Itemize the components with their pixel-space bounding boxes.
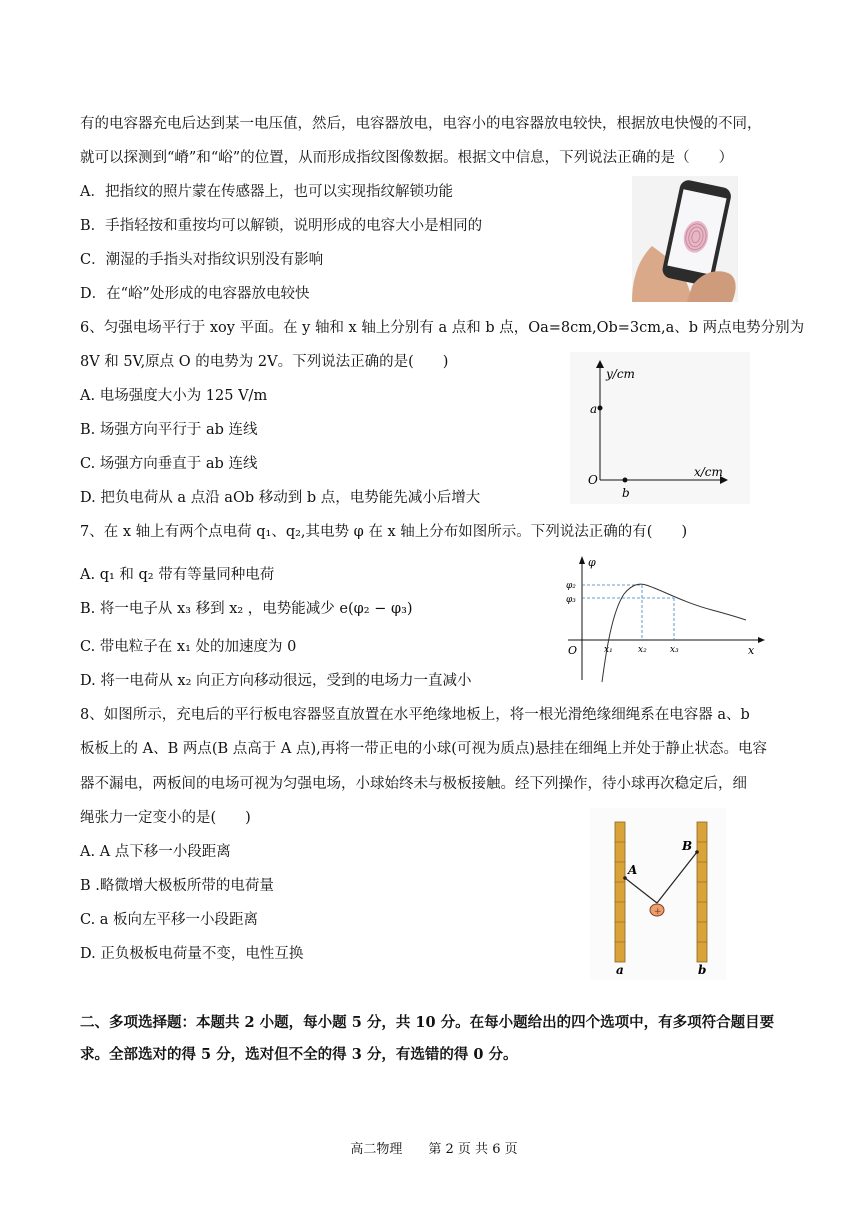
q7-x-axis-label: x (748, 644, 755, 657)
q8-plate-b (697, 822, 707, 962)
q7-potential-graph (562, 552, 772, 686)
q6-point-a (598, 406, 603, 411)
q8-option-d: D. 正负极板电荷量不变，电性互换 (80, 946, 304, 962)
q7-option-c: C. 带电粒子在 x₁ 处的加速度为 0 (80, 639, 297, 655)
q5-option-a: A．把指纹的照片蒙在传感器上，也可以实现指纹解锁功能 (80, 184, 453, 200)
section2-line-2: 求。全部选对的得 5 分，选对但不全的得 3 分，有选错的得 0 分。 (80, 1046, 518, 1063)
q6-point-b-label: b (622, 486, 630, 500)
q5-option-d: D．在“峪”处形成的电容器放电较快 (80, 286, 310, 302)
q8-plate-a (615, 822, 625, 962)
q7-origin-label: O (568, 644, 578, 657)
q7-option-d: D. 将一电荷从 x₂ 向正方向移动很远，受到的电场力一直减小 (80, 673, 472, 689)
q8-option-b: B .略微增大极板所带的电荷量 (80, 878, 274, 894)
q8-option-c: C. a 板向左平移一小段距离 (80, 912, 259, 928)
intro-line-2: 就可以探测到“嵴”和“峪”的位置，从而形成指纹图像数据。根据文中信息，下列说法正确的是（ ） (80, 150, 734, 166)
q7-phi-axis-label: φ (588, 556, 596, 569)
intro-line-1: 有的电容器充电后达到某一电压值，然后，电容器放电，电容小的电容器放电较快，根据放电快慢的不同， (80, 116, 762, 132)
q8-stem-2: 板板上的 A、B 两点(B 点高于 A 点),再将一带正电的小球(可视为质点)悬挂在细绳上并处于静止状态。电容 (80, 741, 768, 757)
q8-capacitor-figure (590, 808, 726, 980)
q7-phi2-label: φ₂ (566, 581, 576, 591)
q5-option-b: B．手指轻按和重按均可以解锁，说明形成的电容大小是相同的 (80, 218, 483, 234)
q5-option-c: C．潮湿的手指头对指纹识别没有影响 (80, 252, 324, 268)
q6-axes-figure (570, 352, 750, 504)
section2-line-1: 二、多项选择题：本题共 2 小题，每小题 5 分，共 10 分。在每小题给出的四个选项中，有多项符合题目要 (80, 1014, 775, 1031)
q7-phi3-label: φ₃ (566, 595, 576, 605)
q7-option-b: B. 将一电子从 x₃ 移到 x₂ ，电势能减少 e(φ₂ − φ₃) (80, 601, 413, 617)
q8-point-A-label: A (628, 863, 638, 877)
q6-point-b (623, 478, 628, 483)
q6-y-axis-label: y/cm (606, 367, 635, 381)
q8-stem-3: 器不漏电，两板间的电场可视为匀强电场，小球始终未与极板接触。经下列操作，待小球再次稳定后，细 (80, 776, 747, 792)
q6-origin-label: O (588, 473, 598, 487)
q6-option-a: A. 电场强度大小为 125 V/m (80, 388, 268, 404)
q8-plate-a-label: a (616, 963, 624, 977)
q6-stem-2: 8V 和 5V,原点 O 的电势为 2V。下列说法正确的是( ) (80, 354, 449, 370)
q6-option-d: D. 把负电荷从 a 点沿 aOb 移动到 b 点，电势能先减小后增大 (80, 490, 481, 506)
q7-x1-label: x₁ (604, 645, 613, 655)
q7-x2-label: x₂ (638, 645, 647, 655)
phone-fingerprint-image (632, 176, 738, 302)
q8-stem-4: 绳张力一定变小的是( ) (80, 810, 251, 826)
q6-option-b: B. 场强方向平行于 ab 连线 (80, 422, 258, 438)
q6-stem-1: 6、匀强电场平行于 xoy 平面。在 y 轴和 x 轴上分别有 a 点和 b 点，Oa=8cm,Ob=3cm,a、b 两点电势分别为 (80, 320, 805, 336)
page-footer: 高二物理 第 2 页 共 6 页 (350, 1142, 518, 1157)
q7-x3-label: x₃ (670, 645, 679, 655)
q7-option-a: A. q₁ 和 q₂ 带有等量同种电荷 (80, 567, 275, 583)
q7-stem: 7、在 x 轴上有两个点电荷 q₁、q₂,其电势 φ 在 x 轴上分布如图所示。下列说法正确的有( ) (80, 524, 688, 540)
q8-ball-plus-label: + (654, 907, 662, 917)
q6-x-axis-label: x/cm (694, 465, 723, 479)
q6-point-a-label: a (590, 402, 598, 416)
q8-point-B-label: B (682, 839, 693, 853)
q8-plate-b-label: b (698, 963, 707, 977)
q8-stem-1: 8、如图所示，充电后的平行板电容器竖直放置在水平绝缘地板上，将一根光滑绝缘细绳系在电容器 a、b (80, 707, 750, 723)
q6-option-c: C. 场强方向垂直于 ab 连线 (80, 456, 258, 472)
q8-option-a: A. A 点下移一小段距离 (80, 844, 231, 860)
